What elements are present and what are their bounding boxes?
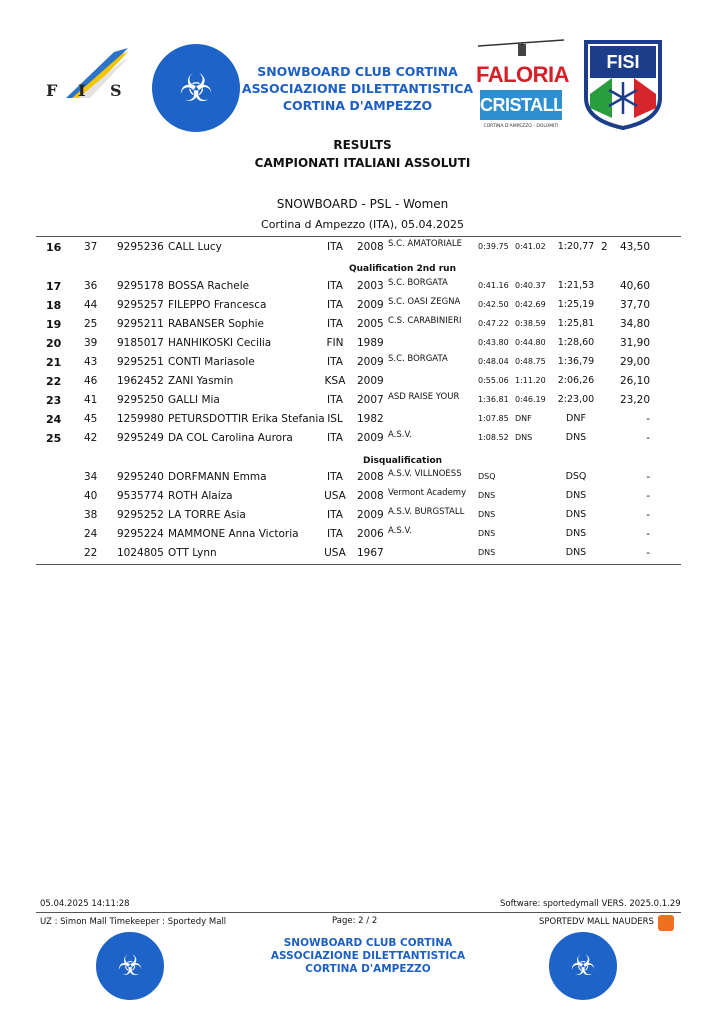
total-time-cell: DSQ [565, 471, 587, 482]
fis-code-cell: 1259980 [117, 413, 164, 425]
run2-time-cell: 0:38.59 [515, 319, 546, 328]
athlete-name-cell: PETURSDOTTIR Erika Stefania [168, 413, 325, 425]
rank-cell: 20 [46, 337, 62, 350]
total-time-cell: 1:25,19 [557, 299, 595, 310]
nation-cell: ITA [327, 280, 343, 292]
section-qualification-2nd-run: Qualification 2nd run [349, 264, 456, 274]
birth-year-cell: 2008 [357, 490, 384, 502]
points-cell: - [646, 509, 650, 521]
run2-time-cell: DNS [515, 433, 533, 442]
points-cell: 31,90 [619, 337, 650, 349]
footer-officials: UZ : Simon Mall Timekeeper : Sportedy Mall [40, 917, 227, 927]
table-row [0, 528, 725, 546]
run2-time-cell: DNF [515, 414, 532, 423]
club-title: SNOWBOARD CLUB CORTINA ASSOCIAZIONE DILETTANTISTICA CORTINA D'AMPEZZO [241, 64, 474, 113]
run1-time-cell: DSQ [478, 472, 496, 481]
points-cell: - [646, 490, 650, 502]
run1-time-cell: 0:42.50 [478, 300, 509, 309]
rank-cell: 19 [46, 318, 62, 331]
nation-cell: USA [324, 547, 346, 559]
points-cell: 26,10 [619, 375, 650, 387]
total-time-cell: 1:36,79 [557, 356, 595, 367]
rank-cell: 22 [46, 375, 62, 388]
table-row [0, 547, 725, 565]
nation-cell: USA [324, 490, 346, 502]
points-cell: 29,00 [619, 356, 650, 368]
athlete-name-cell: DORFMANN Emma [168, 471, 267, 483]
birth-year-cell: 2008 [357, 471, 384, 483]
athlete-name-cell: OTT Lynn [168, 547, 217, 559]
run1-time-cell: 0:48.04 [478, 357, 509, 366]
fis-code-cell: 9295249 [117, 432, 164, 444]
section-disqualification: Disqualification [362, 456, 443, 466]
run1-time-cell: 0:47.22 [478, 319, 509, 328]
total-time-cell: DNS [565, 490, 587, 501]
bib-cell: 45 [84, 413, 98, 425]
run2-time-cell: 0:48.75 [515, 357, 546, 366]
bib-cell: 37 [84, 241, 98, 253]
nation-cell: ITA [327, 528, 343, 540]
birth-year-cell: 2007 [357, 394, 384, 406]
points-cell: - [646, 432, 650, 444]
fis-code-cell: 9185017 [117, 337, 164, 349]
table-row [0, 413, 725, 431]
points-cell: 40,60 [619, 280, 650, 292]
nation-cell: ITA [327, 299, 343, 311]
nation-cell: ITA [327, 356, 343, 368]
table-row [0, 394, 725, 412]
rank-cell: 18 [46, 299, 62, 312]
points-cell: 37,70 [619, 299, 650, 311]
athlete-name-cell: BOSSA Rachele [168, 280, 250, 292]
athlete-name-cell: FILEPPO Francesca [168, 299, 267, 311]
svg-text:S: S [110, 81, 122, 100]
total-time-cell: 2:23,00 [557, 394, 595, 405]
fis-code-cell: 9295211 [117, 318, 164, 330]
table-top-rule [36, 236, 681, 237]
total-time-cell: DNF [566, 413, 586, 424]
total-time-cell: 1:20,77 [557, 241, 595, 252]
athlete-name-cell: ROTH Alaiza [168, 490, 233, 502]
bib-cell: 38 [84, 509, 98, 521]
club-cell: S.C. OASI ZEGNA [388, 297, 461, 307]
footer-page: Page: 2 / 2 [332, 916, 378, 926]
rank-cell: 24 [46, 413, 62, 426]
bib-cell: 43 [84, 356, 98, 368]
club-cell: A.S.V. [388, 526, 412, 536]
club-cell: A.S.V. [388, 430, 412, 440]
club-logo [152, 44, 240, 132]
bib-cell: 39 [84, 337, 98, 349]
club-cell: C.S. CARABINIERI [388, 316, 462, 326]
birth-year-cell: 1989 [357, 337, 384, 349]
birth-year-cell: 2009 [357, 356, 384, 368]
run1-time-cell: 0:41.16 [478, 281, 509, 290]
birth-year-cell: 2006 [357, 528, 384, 540]
bib-cell: 44 [84, 299, 98, 311]
footer-rule [36, 912, 681, 913]
biohazard-icon: ☣ [178, 66, 214, 110]
bib-cell: 40 [84, 490, 98, 502]
club-title-footer: SNOWBOARD CLUB CORTINA ASSOCIAZIONE DILETTANTISTICA CORTINA D'AMPEZZO [270, 937, 466, 975]
bib-cell: 24 [84, 528, 98, 540]
run1-time-cell: 0:43.80 [478, 338, 509, 347]
table-row [0, 356, 725, 374]
run1-time-cell: 1:08.52 [478, 433, 509, 442]
fis-code-cell: 9295240 [117, 471, 164, 483]
run1-time-cell: DNS [478, 510, 496, 519]
svg-text:FISI: FISI [606, 52, 640, 72]
club-logo-footer-right [549, 932, 617, 1000]
run2-time-cell: 0:40.37 [515, 281, 546, 290]
table-bottom-rule [36, 564, 681, 565]
bib-cell: 22 [84, 547, 98, 559]
fis-code-cell: 9295224 [117, 528, 164, 540]
fis-code-cell: 9295252 [117, 509, 164, 521]
club-logo-footer-left [96, 932, 164, 1000]
rank-cell: 25 [46, 432, 62, 445]
birth-year-cell: 2009 [357, 299, 384, 311]
run1-time-cell: 1:07.85 [478, 414, 509, 423]
nation-cell: FIN [326, 337, 344, 349]
run2-time-cell: 0:41.02 [515, 242, 546, 251]
fis-code-cell: 9295251 [117, 356, 164, 368]
run1-time-cell: DNS [478, 491, 496, 500]
points-cell: 34,80 [619, 318, 650, 330]
points-cell: - [646, 413, 650, 425]
results-title: RESULTS [333, 138, 392, 152]
athlete-name-cell: RABANSER Sophie [168, 318, 265, 330]
nation-cell: ITA [327, 471, 343, 483]
event-title: SNOWBOARD - PSL - Women [276, 197, 449, 211]
run2-time-cell: 0:44.80 [515, 338, 546, 347]
points-cell: 23,20 [619, 394, 650, 406]
bib-cell: 36 [84, 280, 98, 292]
club-cell: A.S.V. BURGSTALL [388, 507, 465, 517]
table-row [0, 318, 725, 336]
club-cell: A.S.V. VILLNOESS [388, 469, 462, 479]
fis-code-cell: 1024805 [117, 547, 164, 559]
table-row [0, 241, 725, 259]
club-cell: S.C. BORGATA [388, 354, 448, 364]
run2-time-cell: 1:11.20 [515, 376, 546, 385]
total-time-cell: DNS [565, 547, 587, 558]
nation-cell: KSA [324, 375, 346, 387]
birth-year-cell: 2009 [357, 509, 384, 521]
nation-cell: ITA [327, 318, 343, 330]
points-cell: - [646, 471, 650, 483]
table-row [0, 471, 725, 489]
nation-cell: ITA [327, 432, 343, 444]
club-cell: ASD RAISE YOUR [388, 392, 460, 402]
table-row [0, 490, 725, 508]
athlete-name-cell: ZANI Yasmin [168, 375, 234, 387]
birth-year-cell: 2009 [357, 375, 384, 387]
run1-time-cell: 0:55.06 [478, 376, 509, 385]
fis-code-cell: 9295236 [117, 241, 164, 253]
total-time-cell: 1:21,53 [557, 280, 595, 291]
birth-year-cell: 1967 [357, 547, 384, 559]
table-row [0, 299, 725, 317]
athlete-name-cell: CONTI Mariasole [168, 356, 255, 368]
sportedy-icon [658, 915, 674, 931]
table-row [0, 280, 725, 298]
total-time-cell: DNS [565, 528, 587, 539]
athlete-name-cell: MAMMONE Anna Victoria [168, 528, 299, 540]
table-row [0, 432, 725, 450]
fis-code-cell: 9535774 [117, 490, 164, 502]
club-cell: Vermont Academy [388, 488, 467, 498]
bib-cell: 34 [84, 471, 98, 483]
run1-time-cell: 1:36.81 [478, 395, 509, 404]
total-time-cell: DNS [565, 509, 587, 520]
fis-code-cell: 9295250 [117, 394, 164, 406]
rank-cell: 17 [46, 280, 62, 293]
total-time-cell: 1:28,60 [557, 337, 595, 348]
total-time-cell: 1:25,81 [557, 318, 595, 329]
total-time-cell: 2:06,26 [557, 375, 595, 386]
nation-cell: ITA [327, 241, 343, 253]
order-cell: 2 [601, 241, 608, 253]
birth-year-cell: 1982 [357, 413, 384, 425]
fis-code-cell: 9295257 [117, 299, 164, 311]
points-cell: 43,50 [619, 241, 650, 253]
nation-cell: ISL [327, 413, 343, 425]
points-cell: - [646, 528, 650, 540]
nation-cell: ITA [327, 509, 343, 521]
athlete-name-cell: DA COL Carolina Aurora [168, 432, 293, 444]
birth-year-cell: 2005 [357, 318, 384, 330]
fisi-logo [582, 38, 664, 130]
athlete-name-cell: GALLI Mia [168, 394, 220, 406]
total-time-cell: DNS [565, 432, 587, 443]
run1-time-cell: 0:39.75 [478, 242, 509, 251]
birth-year-cell: 2009 [357, 432, 384, 444]
athlete-name-cell: LA TORRE Asia [168, 509, 246, 521]
rank-cell: 23 [46, 394, 62, 407]
championship-title: CAMPIONATI ITALIANI ASSOLUTI [254, 156, 471, 170]
svg-text:F: F [46, 81, 58, 100]
table-row [0, 337, 725, 355]
footer-software: Software: sportedymall VERS. 2025.0.1.29 [500, 899, 681, 909]
table-row [0, 375, 725, 393]
biohazard-icon: ☣ [570, 949, 596, 982]
birth-year-cell: 2003 [357, 280, 384, 292]
birth-year-cell: 2008 [357, 241, 384, 253]
bib-cell: 46 [84, 375, 98, 387]
place-date: Cortina d Ampezzo (ITA), 05.04.2025 [261, 218, 464, 231]
athlete-name-cell: HANHIKOSKI Cecilia [168, 337, 272, 349]
fis-code-cell: 9295178 [117, 280, 164, 292]
run2-time-cell: 0:46.19 [515, 395, 546, 404]
rank-cell: 16 [46, 241, 62, 254]
fis-code-cell: 1962452 [117, 375, 164, 387]
club-cell: S.C. AMATORIALE [388, 239, 462, 249]
rank-cell: 21 [46, 356, 62, 369]
biohazard-icon: ☣ [117, 949, 143, 982]
bib-cell: 25 [84, 318, 98, 330]
footer-timestamp: 05.04.2025 14:11:28 [40, 899, 130, 909]
athlete-name-cell: CALL Lucy [168, 241, 222, 253]
club-cell: S.C. BORGATA [388, 278, 448, 288]
footer-company: SPORTEDV MALL NAUDERS [539, 917, 654, 927]
nation-cell: ITA [327, 394, 343, 406]
points-cell: - [646, 547, 650, 559]
bib-cell: 42 [84, 432, 98, 444]
svg-text:I: I [78, 81, 86, 100]
bib-cell: 41 [84, 394, 98, 406]
faloria-cristallo-logo: FALORIA CRISTALLO CORTINA D'AMPEZZO - DOLOMITI [476, 38, 566, 134]
fis-logo [44, 46, 130, 104]
run2-time-cell: 0:42.69 [515, 300, 546, 309]
run1-time-cell: DNS [478, 548, 496, 557]
table-row [0, 509, 725, 527]
run1-time-cell: DNS [478, 529, 496, 538]
